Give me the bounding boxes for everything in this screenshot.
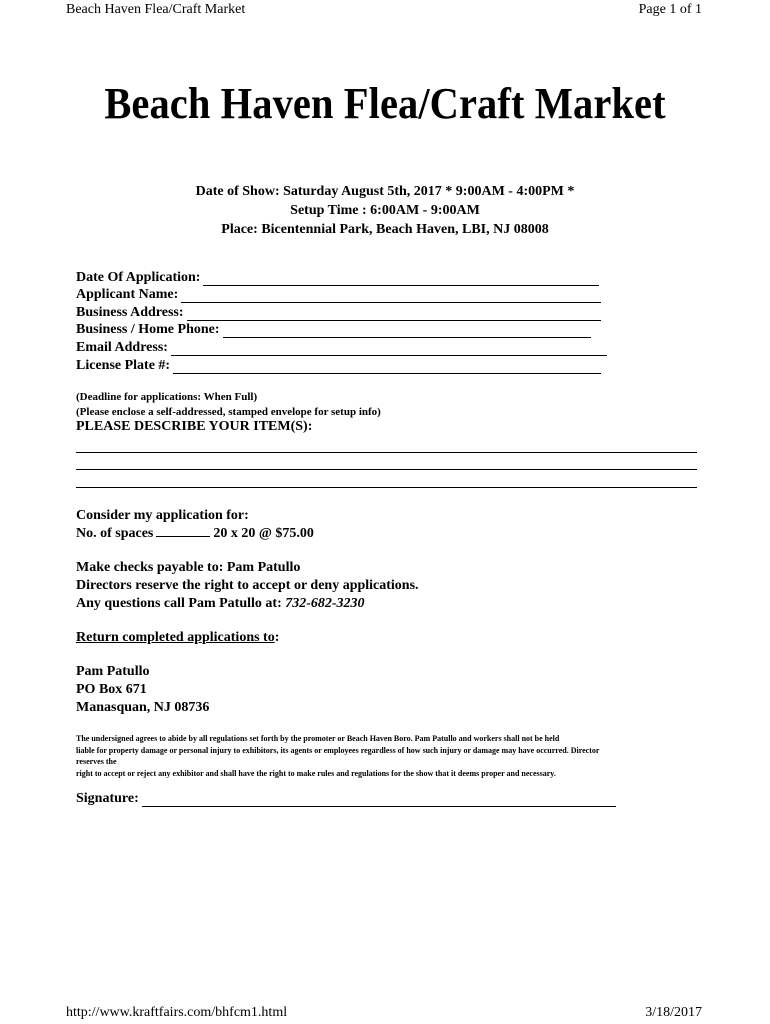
setup-time: Setup Time : 6:00AM - 9:00AM <box>290 203 480 218</box>
show-date: Date of Show: Saturday August 5th, 2017 * 9:00AM - 4:00PM * <box>195 184 575 199</box>
fine-print-line-1: The undersigned agrees to abide by all regulations set forth by the promoter or Beach Haven Boro. Pam Patullo and workers shall not be held <box>76 734 560 743</box>
fine-print-line-3: reserves the <box>76 757 117 766</box>
business-address-label: Business Address: <box>76 304 184 320</box>
notes <box>76 390 381 420</box>
license-plate-row <box>76 356 636 374</box>
deadline-note: (Deadline for applications: When Full) <box>76 391 258 403</box>
payment-section <box>76 559 419 613</box>
date-of-application-field[interactable] <box>203 272 599 286</box>
checks-payable: Make checks payable to: Pam Patullo <box>76 560 301 575</box>
fine-print-line-2: liable for property damage or personal injury to exhibitors, its agents or employees regardless of how such injury or damage may have occurred. Director <box>76 745 600 755</box>
signature-row <box>76 789 616 807</box>
describe-items-heading: PLEASE DESCRIBE YOUR ITEM(S): <box>76 419 313 434</box>
address-po-box: PO Box 671 <box>76 682 147 697</box>
return-heading: Return completed applications to <box>76 630 275 645</box>
page-title: Beach Haven Flea/Craft Market <box>104 79 666 128</box>
return-address <box>76 663 209 717</box>
consider-section <box>76 507 314 543</box>
describe-items-line-2[interactable] <box>76 469 697 470</box>
show-info <box>0 182 770 239</box>
phone-label: Business / Home Phone: <box>76 322 220 338</box>
phone-field[interactable] <box>223 324 591 338</box>
signature-label: Signature: <box>76 791 139 806</box>
spaces-label: No. of spaces <box>76 526 154 541</box>
directors-reserve: Directors reserve the right to accept or deny applications. <box>76 578 419 593</box>
spaces-price: 20 x 20 @ $75.00 <box>213 526 314 541</box>
address-city: Manasquan, NJ 08736 <box>76 700 210 715</box>
address-name: Pam Patullo <box>76 664 150 679</box>
source-url[interactable]: http://www.kraftfairs.com/bhfcm1.html <box>66 1005 288 1020</box>
page-header <box>66 2 702 18</box>
applicant-name-row <box>76 286 636 304</box>
business-address-field[interactable] <box>187 307 601 321</box>
questions-line <box>76 595 419 613</box>
page-footer <box>66 1005 702 1021</box>
return-heading-row <box>76 629 279 647</box>
date-of-application-label: Date Of Application: <box>76 269 201 285</box>
header-title: Beach Haven Flea/Craft Market <box>66 2 246 17</box>
email-row <box>76 338 636 356</box>
date-of-application-row <box>76 268 636 286</box>
describe-items-line-1[interactable] <box>76 452 697 453</box>
business-address-row <box>76 303 636 321</box>
license-plate-label: License Plate #: <box>76 357 171 373</box>
envelope-note: (Please enclose a self-addressed, stamped envelope for setup info) <box>76 406 381 418</box>
applicant-name-field[interactable] <box>181 289 601 303</box>
spaces-row <box>76 525 314 543</box>
signature-field[interactable] <box>142 793 616 807</box>
consider-heading: Consider my application for: <box>76 508 249 523</box>
phone-row <box>76 321 636 339</box>
email-field[interactable] <box>171 342 607 356</box>
print-date: 3/18/2017 <box>645 1005 702 1020</box>
page-number: Page 1 of 1 <box>638 2 702 17</box>
email-label: Email Address: <box>76 339 168 355</box>
applicant-name-label: Applicant Name: <box>76 287 179 303</box>
fine-print <box>76 733 716 779</box>
license-plate-field[interactable] <box>173 360 601 374</box>
application-fields <box>76 268 636 374</box>
spaces-field[interactable] <box>156 525 210 537</box>
show-place: Place: Bicentennial Park, Beach Haven, LBI, NJ 08008 <box>221 222 549 237</box>
return-colon: : <box>274 630 280 645</box>
fine-print-line-4: right to accept or reject any exhibitor and shall have the right to make rules and regulations for the show that it deems proper and necessary. <box>76 768 556 778</box>
questions-label: Any questions call Pam Patullo at: <box>76 596 282 611</box>
describe-items-line-3[interactable] <box>76 487 697 488</box>
contact-phone: 732-682-3230 <box>285 596 365 611</box>
